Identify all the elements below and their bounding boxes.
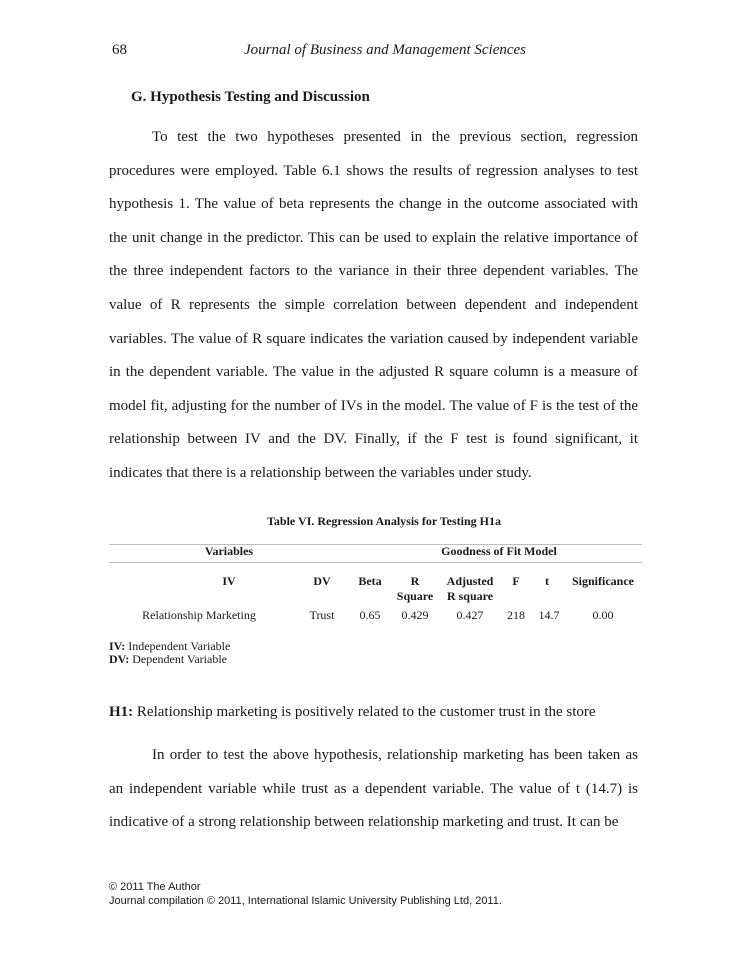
body-paragraph-2: In order to test the above hypothesis, relationship marketing has been taken as an independent variable while trust as a dependent variable. The value of t (14.7) is indicative of a strong relationship between relationship marketing and trust. It can be [109,747,638,831]
note-iv-text: Independent Variable [125,639,231,653]
col-header-t: t [545,574,549,588]
group-header-rule [109,562,642,563]
cell-t: 14.7 [538,608,560,622]
col-header-r-square-line2: Square [396,589,434,603]
col-header-adjusted-line1: Adjusted [446,574,494,588]
cell-dv: Trust [309,608,335,622]
col-header-dv: DV [313,574,331,588]
col-header-adjusted-line2: R square [446,589,494,603]
col-header-iv: IV [222,574,236,588]
note-dv-text: Dependent Variable [129,652,227,666]
note-dv-key: DV: [109,652,130,666]
cell-beta: 0.65 [359,608,381,622]
table-notes [109,640,230,666]
body-paragraph-1: To test the two hypotheses presented in the previous section, regression procedures were employed. Table 6.1 shows the results of regression analyses to test hypothesis 1. The value of beta represents the change in the outcome associated with the unit change in the predictor. This can be used to explain the relative importance of the three independent factors to the variance in their three dependent variables. The value of R represents the simple correlation between dependent and independent variables. The value of R square indicates the variation caused by independent variable in the dependent variable. The value in the adjusted R square column is a measure of model fit, adjusting for the number of IVs in the model. The value of F is the test of the relationship between IV and the DV. Finally, if the F test is found significant, it indicates that there is a relationship between the variables under study. [109,129,638,481]
section-heading: G. Hypothesis Testing and Discussion [131,89,370,105]
cell-f: 218 [507,608,525,622]
col-header-r-square [393,574,437,604]
footer-copyright: © 2011 The Author [109,881,201,893]
hypothesis-statement [109,704,596,721]
hypothesis-text: Relationship marketing is positively related to the customer trust in the store [133,704,596,720]
table-caption: Table VI. Regression Analysis for Testing H1a [267,514,501,528]
cell-significance: 0.00 [592,608,614,622]
col-header-beta: Beta [358,574,382,588]
page-number: 68 [112,42,127,58]
col-header-adjusted [442,574,498,604]
group-header-variables: Variables [204,544,254,558]
note-iv-key: IV: [109,639,126,653]
cell-adjusted-r-square: 0.427 [456,608,484,622]
note-dv [109,653,230,666]
col-header-r-square-line1: R [410,574,420,588]
running-head: Journal of Business and Management Sciences [243,42,527,58]
page-footer [109,880,502,908]
col-header-f: F [512,574,520,588]
col-header-significance: Significance [572,574,634,588]
hypothesis-label: H1: [109,704,134,720]
group-header-goodness: Goodness of Fit Model [441,544,557,558]
footer-journal-compilation: Journal compilation © 2011, International Islamic University Publishing Ltd, 2011. [109,895,502,907]
cell-r-square: 0.429 [401,608,429,622]
cell-iv: Relationship Marketing [142,608,256,622]
